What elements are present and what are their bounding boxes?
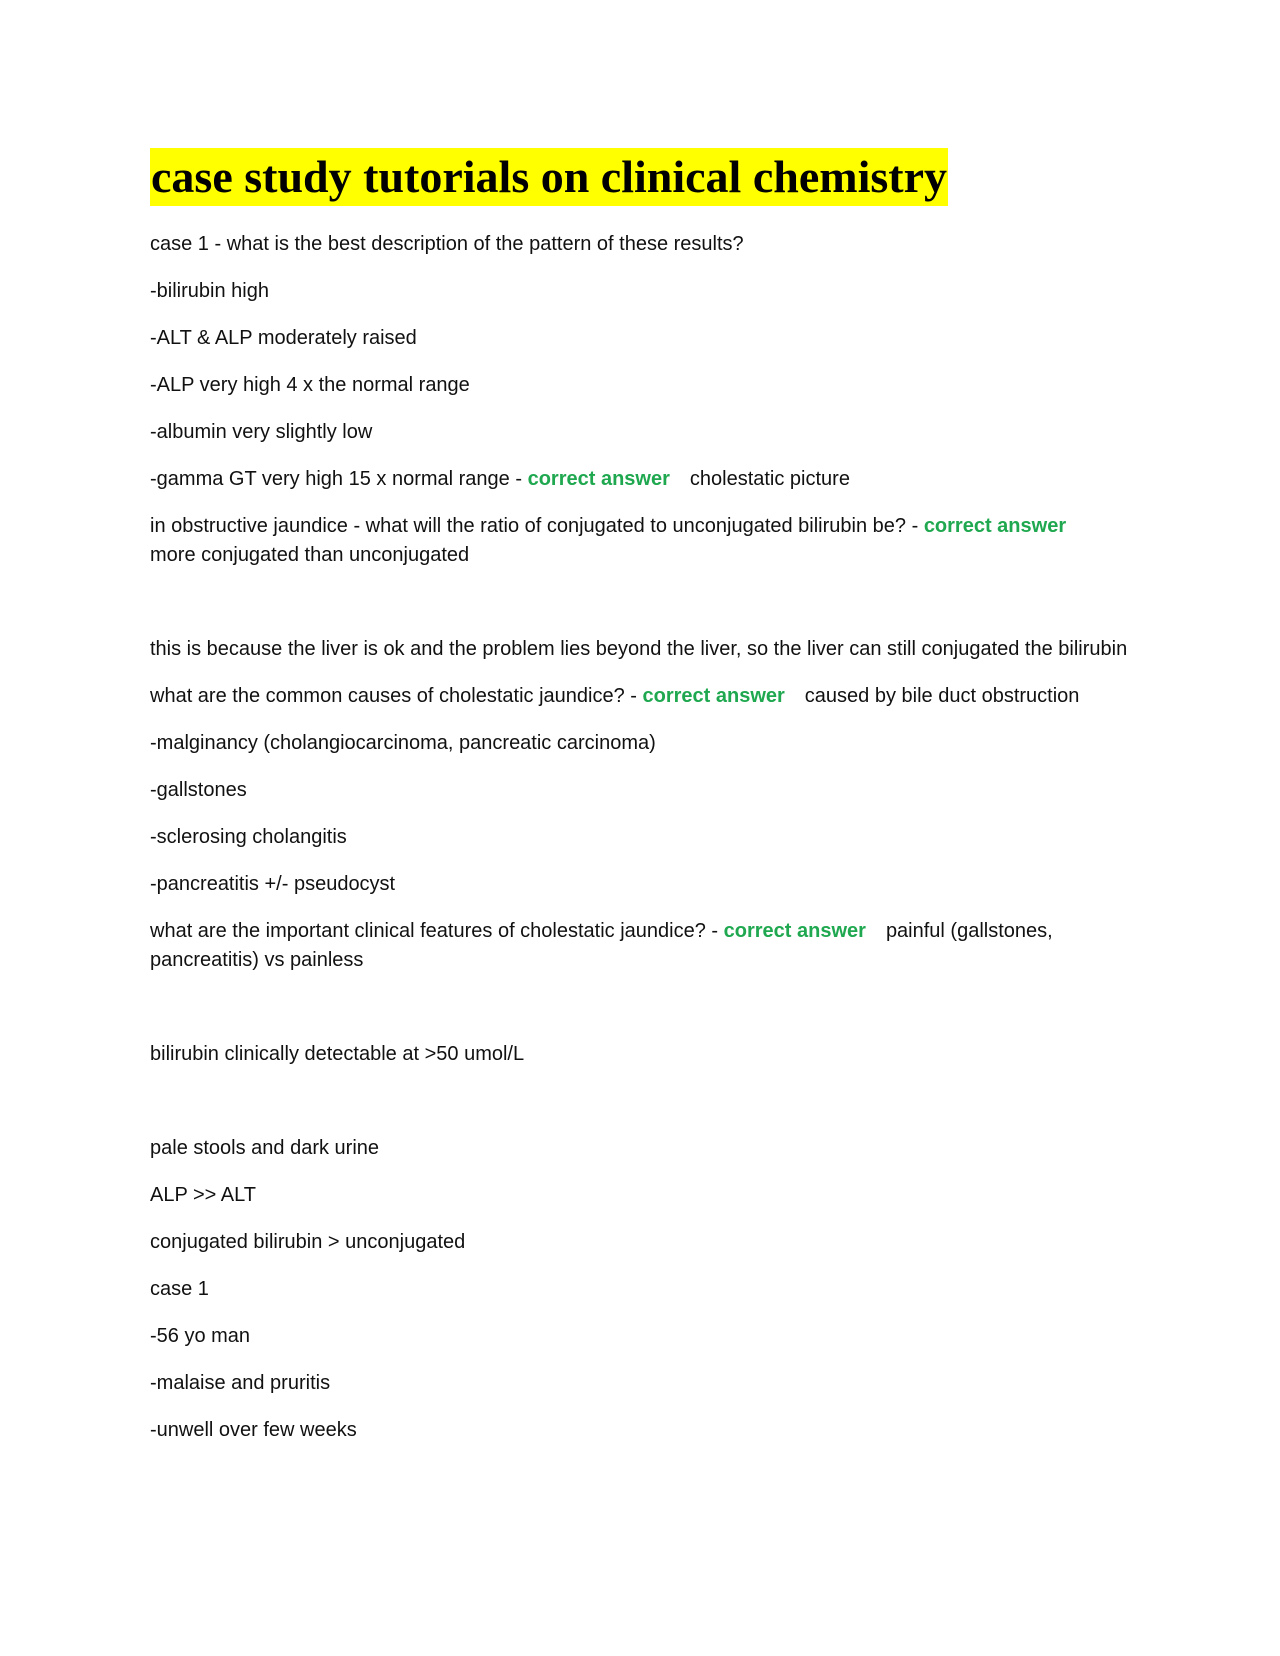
- question-3: [150, 682, 1130, 711]
- answer-note: this is because the liver is ok and the problem lies beyond the liver, so the liver can still conjugated the bilirubin: [150, 638, 1128, 660]
- blank-line: [150, 993, 1130, 1040]
- list-item: -ALT & ALP moderately raised: [150, 327, 417, 349]
- question-1: [150, 230, 1130, 259]
- list-item: pale stools and dark urine: [150, 1137, 380, 1159]
- document-page: [150, 148, 1130, 1463]
- list-item: conjugated bilirubin > unconjugated: [150, 1231, 466, 1253]
- question-text: in obstructive jaundice - what will the ratio of conjugated to unconjugated bilirubin be? -: [150, 515, 919, 537]
- correct-answer-label: correct answer: [723, 920, 866, 942]
- title-block: [150, 148, 1130, 206]
- question-text: case 1 - what is the best description of the pattern of these results?: [150, 233, 744, 255]
- list-item: -albumin very slightly low: [150, 421, 373, 443]
- list-item: -bilirubin high: [150, 280, 269, 302]
- blank-line: [150, 588, 1130, 635]
- answer-text: painful (gallstones, pancreatitis) vs painless: [150, 920, 1053, 971]
- list-item: -56 yo man: [150, 1325, 251, 1347]
- answer-text: caused by bile duct obstruction: [804, 685, 1080, 707]
- list-item: -malaise and pruritis: [150, 1372, 331, 1394]
- correct-answer-label: correct answer: [527, 468, 670, 490]
- answer-text: cholestatic picture: [689, 468, 850, 490]
- question-text: what are the common causes of cholestatic jaundice? -: [150, 685, 637, 707]
- question-1-answer-line: [150, 465, 1130, 494]
- list-item-text: -gamma GT very high 15 x normal range -: [150, 468, 523, 490]
- question-4: [150, 917, 1130, 975]
- blank-line: [150, 1087, 1130, 1134]
- question-2: [150, 512, 1130, 570]
- question-text: what are the important clinical features of cholestatic jaundice? -: [150, 920, 719, 942]
- answer-text: more conjugated than unconjugated: [150, 544, 470, 566]
- list-item: -pancreatitis +/- pseudocyst: [150, 873, 396, 895]
- list-item: -gallstones: [150, 779, 247, 801]
- list-item: -malginancy (cholangiocarcinoma, pancreatic carcinoma): [150, 732, 656, 754]
- list-item: ALP >> ALT: [150, 1184, 257, 1206]
- list-item: -ALP very high 4 x the normal range: [150, 374, 470, 396]
- correct-answer-label: correct answer: [642, 685, 785, 707]
- case-heading: case 1: [150, 1278, 209, 1300]
- list-item: bilirubin clinically detectable at >50 umol/L: [150, 1043, 525, 1065]
- correct-answer-label: correct answer: [923, 515, 1067, 537]
- list-item: -unwell over few weeks: [150, 1419, 357, 1441]
- list-item: -sclerosing cholangitis: [150, 826, 347, 848]
- page-title: case study tutorials on clinical chemistry: [150, 148, 948, 206]
